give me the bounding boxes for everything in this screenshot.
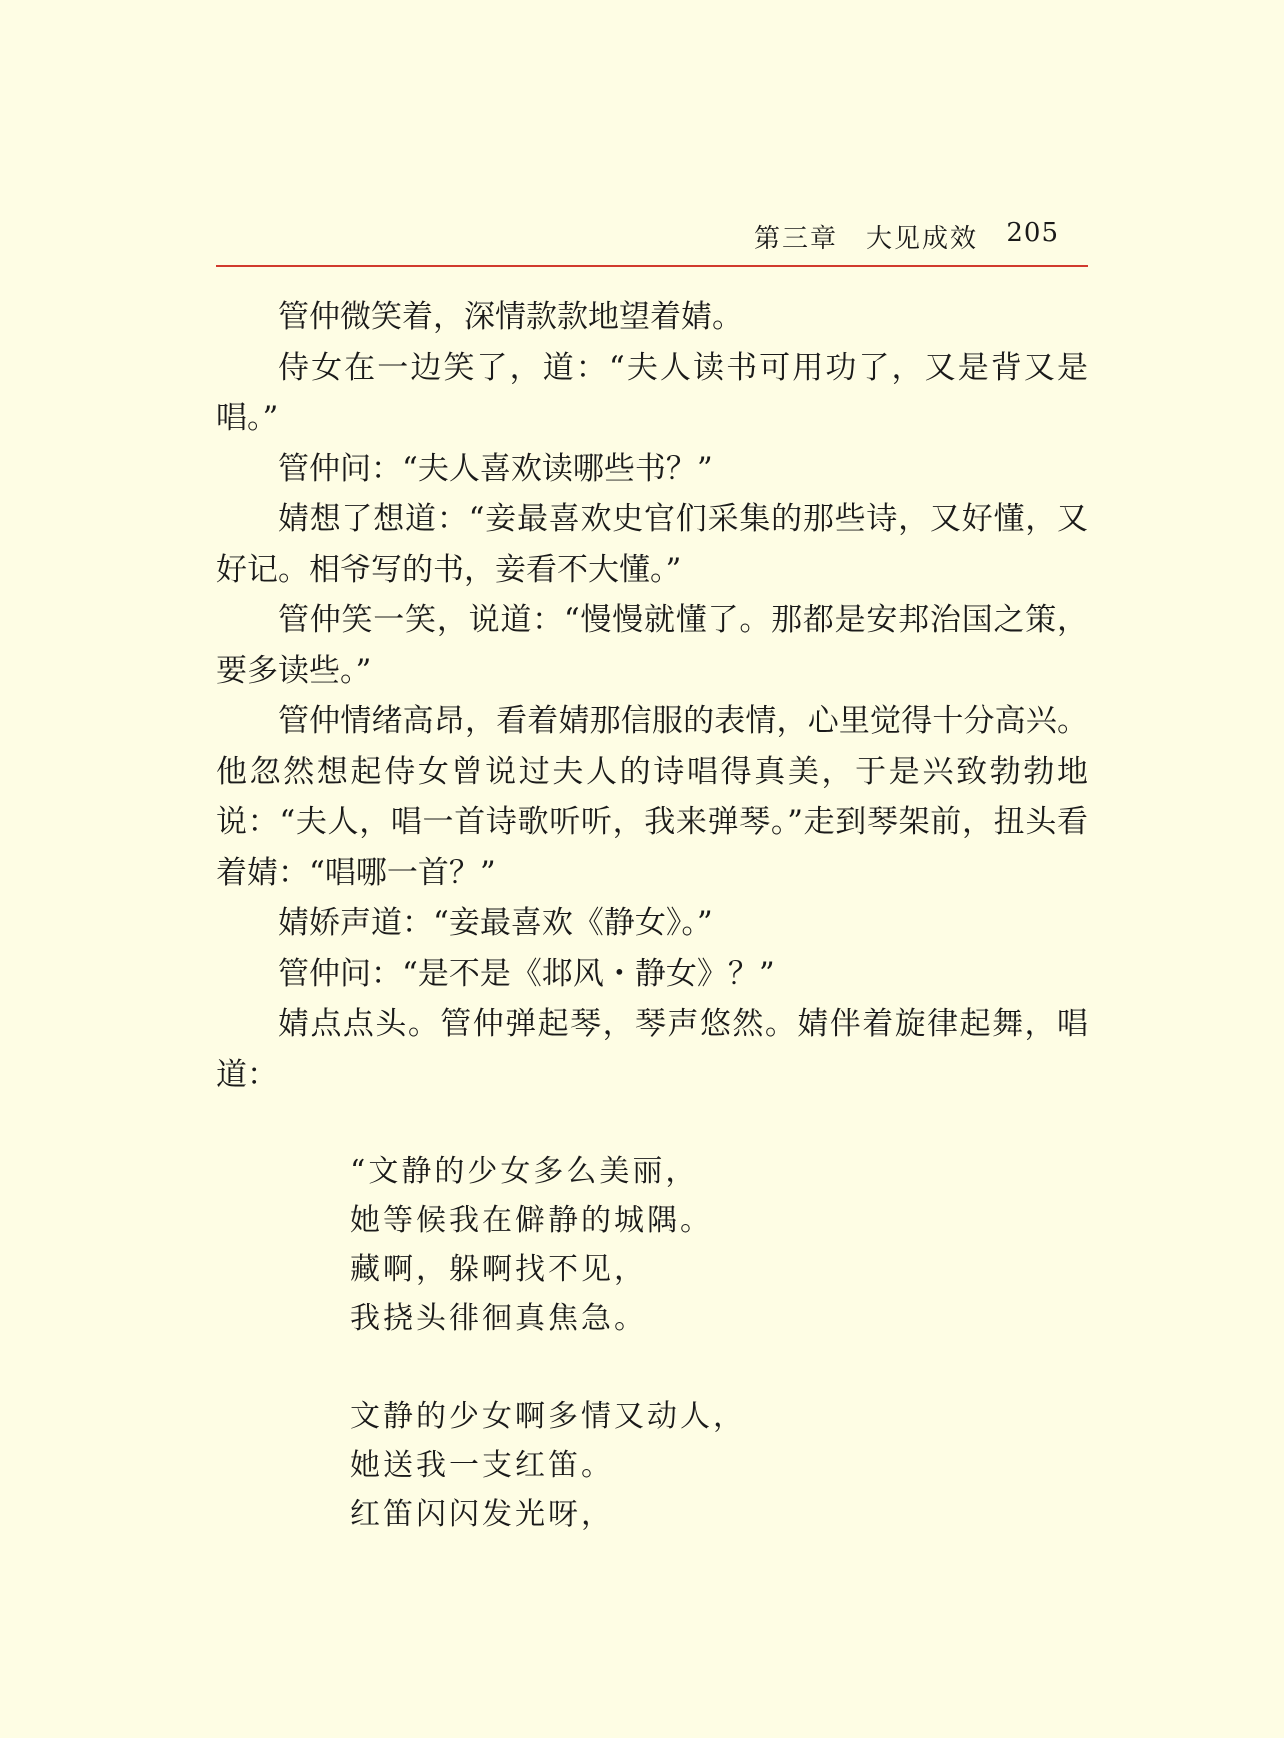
paragraph: 婧娇声道：“妾最喜欢《静女》。” [278,905,713,941]
poem [350,1147,1050,1588]
poem-line: 我挠头徘徊真焦急。 [350,1301,647,1336]
poem-line: 她送我一支红笛。 [350,1448,614,1483]
poem-stanza [350,1392,1050,1539]
running-header [216,218,1088,258]
poem-line: 她等候我在僻静的城隅。 [350,1203,713,1238]
chapter-title: 第三章 大见成效 [753,224,978,254]
header-divider [216,265,1088,267]
paragraph: 婧点点头。管仲弹起琴，琴声悠然。婧伴着旋律起舞，唱道： [216,1006,1088,1093]
paragraph: 管仲笑一笑，说道：“慢慢就懂了。那都是安邦治国之策，要多读些。” [216,602,1088,689]
paragraph: 管仲情绪高昂，看着婧那信服的表情，心里觉得十分高兴。他忽然想起侍女曾说过夫人的诗唱得真美，于是兴致勃勃地说：“夫人，唱一首诗歌听听，我来弹琴。”走到琴架前，扭头看着婧：“唱哪一首？” [216,703,1088,891]
paragraph: 侍女在一边笑了，道：“夫人读书可用功了，又是背又是唱。” [216,349,1088,436]
poem-line: “文静的少女多么美丽， [350,1154,699,1189]
poem-line: 文静的少女啊多情又动人， [350,1399,746,1434]
paragraph: 管仲问：“夫人喜欢读哪些书？” [278,450,713,487]
paragraph: 婧想了想道：“妾最喜欢史官们采集的那些诗，又好懂，又好记。相爷写的书，妾看不大懂。” [216,501,1088,588]
poem-line: 藏啊，躲啊找不见， [350,1252,647,1287]
paragraph: 管仲微笑着，深情款款地望着婧。 [278,299,743,335]
poem-line: 红笛闪闪发光呀， [350,1497,614,1532]
page-number: 205 [1006,218,1059,248]
poem-stanza [350,1147,1050,1343]
paragraph: 管仲问：“是不是《邶风・静女》？” [278,955,775,992]
body-text [216,292,1088,1100]
